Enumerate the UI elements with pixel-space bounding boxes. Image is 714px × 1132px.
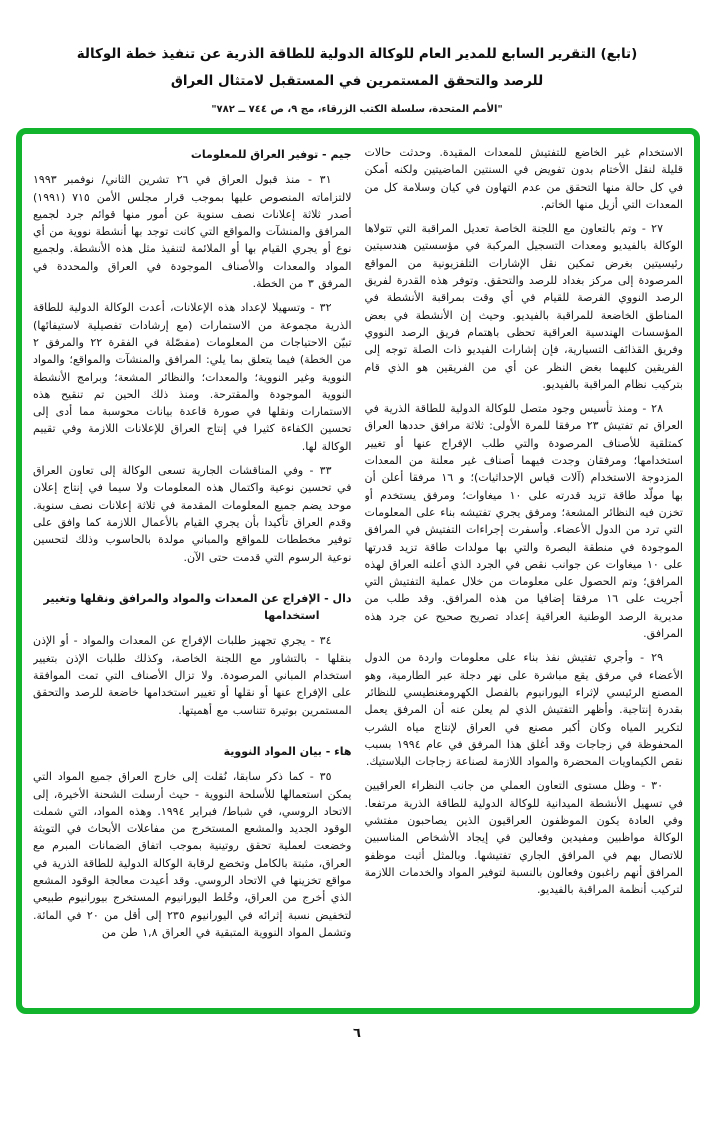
source-citation: "الأمم المتحدة، سلسلة الكتب الزرقاء، مج ٩، ص ٧٤٤ ــ ٧٨٢" xyxy=(211,104,503,115)
paragraph-32: ٣٢ - وتسهيلا لإعداد هذه الإعلانات، أعدت الوكالة الدولية للطاقة الذرية مجموعة من الاستمارات (مع إرشادات تفصيلية لاستيفائها) تبيّن الاحتياجات من المعلومات (مفصّلة في الفقرة ٢٢ والمرفق ٢ من الخطة) فيما يتعلق بما يلي: المرافق والمنشآت والمواقع؛ والمواد النووية وغير النووية؛ والمعدات؛ والنظائر المشعة؛ وبرامج الأنشطة النووية الموجودة والمقترحة. ومنذ ذلك الحين تم تنقيح هذه الاستمارات ونقلها في صورة قاعدة بيانات محوسبة مما أدى إلى تحسين الكفاءة كثيرا في إنتاج العراق للإعلانات اللازمة وفي تقييم الوكالة لها. xyxy=(33,301,352,453)
section-heading-dal: دال - الإفراج عن المعدات والمواد والمرافق ونقلها وتغيير استخدامها xyxy=(43,591,352,623)
column-left xyxy=(33,144,352,1000)
paragraph-35: ٣٥ - كما ذكر سابقا، نُقلت إلى خارج العراق جميع المواد التي يمكن استعمالها للأسلحة النووية - حيث أرسلت الشحنة الأخيرة، إلى الاتحاد الروسي، في شباط/ فبراير ١٩٩٤. وهذه المواد، التي شملت الوقود الجديد والمشعع المستخرج من مفاعلات الأبحاث في التويثة وخضعت لعملية تحقق روتينية بموجب اتفاق الضمانات المبرم مع العراق، مثبتة بالكامل وتخضع لرقابة الوكالة الدولية للطاقة الذرية في مواقع تخزينها في الاتحاد الروسي. وقد أعيدت معالجة الوقود المشعع الذي أخرج من العراق، وخُلط اليورانيوم المستخرج بيورانيوم طبيعي لتخفيض نسبة إثرائه في اليورانيوم ٢٣٥ إلى أقل من ٢٠ في المائة. وتشمل المواد النووية المتبقية في العراق ١,٨ طن من xyxy=(33,770,352,939)
paragraph-34: ٣٤ - يجري تجهيز طلبات الإفراج عن المعدات والمواد - أو الإذن بنقلها - بالتشاور مع اللجنة الخاصة، وكذلك طلبات الإذن بتغيير استخدام المباني المرصودة. ولا تزال الأصناف التي تمت الموافقة على الإفراج عنها أو نقلها أو تغيير استخدامها خاضعة للرصد والتحقق المستمرين بوتيرة تتناسب مع أهميتها. xyxy=(33,634,352,717)
document-header xyxy=(0,0,714,115)
content-border-box xyxy=(16,128,700,1014)
section-heading-ha: هاء - بيان المواد النووية xyxy=(223,744,352,758)
two-column-layout xyxy=(33,144,683,1000)
report-title-line2: للرصد والتحقق المستمرين في المستقبل لامتثال العراق xyxy=(170,73,544,89)
paragraph-33: ٣٣ - وفي المناقشات الجارية تسعى الوكالة إلى تعاون العراق في تحسين نوعية واكتمال هذه المعلومات ولا سيما في إنتاج إعلان موحد يضم جميع المعلومات المقدمة في ثلاثة إعلانات نصف سنوية. وقدم العراق تأكيدا بأن يجري القيام بالأعمال اللازمة كما وافق على توفير مخططات للمواقع والمباني مولدة بالحاسوب وذلك لتحسين نوعية الرسوم التي قدمت حتى الآن. xyxy=(33,464,352,564)
paragraph-29: ٢٩ - وأجري تفتيش نفذ بناء على معلومات واردة من الدول الأعضاء في مرفق يقع مباشرة على نهر دجلة عبر الطارمية، وهو المصنع الرئيسي لإثراء اليورانيوم بالفصل الكهرومغنطيسي للنظائر بقدرة إنتاجية. وأظهر التفتيش الذي لم يعلن عنه أن المرفق يعمل لتكرير المياه وكان أكبر مصنع في العراق لإنتاج مياه الشرب المحفوظة في زجاجات وقد أغلق هذا المرفق في عام ١٩٩٤ بسبب نقص الكيماويات المحضرة والمواد اللازمة لصناعة زجاجات البلاستيك. xyxy=(364,651,683,769)
report-title-line1: (تابع) التقرير السابع للمدير العام للوكالة الدولية للطاقة الذرية عن تنفيذ خطة الوكالة xyxy=(76,46,638,62)
paragraph-27: ٢٧ - وتم بالتعاون مع اللجنة الخاصة تعديل المراقبة التي تتولاها الوكالة بالفيديو ومعدات التسجيل المركبة في مؤسستين هندسيتين رئيسيتين بغرض تمكين نقل الإشارات التلفزيونية من المواقع المرصودة إلى مركز بغداد للرصد والتحقق. وتوفر هذه القدرة لفريق الرصد النووي الفرصة للقيام في أي وقت بمراقبة الأنشطة في المناطق الخاضعة للمراقبة بالفيديو. وحيث إن الأنشطة في بعض المؤسسات الهندسية العراقية تحظى باهتمام فريق الرصد النووي وفريق القذائف التسيارية، فإن إشارات الفيديو ذات الصلة توجه إلى الفريقين كليهما بغض النظر عن أي من الفريقين هو الذي قام بتركيب نظام المراقبة بالفيديو. xyxy=(364,222,683,391)
paragraph-30: ٣٠ - وظل مستوى التعاون العملي من جانب النظراء العراقيين في تسهيل الأنشطة الميدانية للوكالة الدولية للطاقة الذرية مرتفعا. وفي العادة يكون الموظفون العراقيون الذين يصاحبون مفتشي الوكالة مواظبين ومفيدين وفعالين في إيجاد الأشخاص المناسبين للاتصال بهم في المرافق الجاري تفتيشها. وبالمثل أثبت موظفو المرافق أنهم راغبون وفعالون بالنسبة لتوفير المواد والخدمات اللازمة لتركيب أنظمة المراقبة بالفيديو. xyxy=(364,779,683,897)
column-right xyxy=(365,144,684,1000)
section-heading-jeem: جيم - توفير العراق للمعلومات xyxy=(190,148,352,161)
paragraph-continuation: الاستخدام غير الخاضع للتفتيش للمعدات المقيدة. وحدثت حالات قليلة لنقل الأختام بدون تفويض في السنتين الماضيتين ولكنه أمكن في كل حالة منها التحقق من عدم التهاون في كيان وسلامة كل من المعدات التي أزيل منها الخاتم. xyxy=(364,146,683,211)
page-number: ٦ xyxy=(353,1026,361,1041)
paragraph-31: ٣١ - منذ قبول العراق في ٢٦ تشرين الثاني/ نوفمبر ١٩٩٣ لالتزاماته المنصوص عليها بموجب قرار مجلس الأمن ٧١٥ (١٩٩١) أصدر ثلاثة إعلانات نصف سنوية عن أمور منها قوائم جرد لجميع المرافق والمنشآت والمواقع التي كانت توجد بها أنشطة نووية من أي نوع أو يجري القيام بها أو الملائمة لتنفيذ مثل هذه الأنشطة. ولجميع المواد والمعدات والأصناف الموجودة في العراق والمحددة في المرفق ٣ من الخطة. xyxy=(33,173,352,291)
paragraph-28: ٢٨ - ومنذ تأسيس وجود متصل للوكالة الدولية للطاقة الذرية في العراق تم تفتيش ٢٣ مرفقا للمرة الأولى: ثلاثة مرافق حددها العراق كمتلقية للأصناف المرصودة والتي طلب الإفراج عنها أو تغيير استخدامها؛ ومرفقان وجدت فيهما أصناف غير معلنة من المعدات المزدوجة الاستخدام (آلات قياس الإحداثيات)؛ و ١٦ مرفقا أعلن أن بها مولّد طاقة تزيد قدرته على ١٠ ميغاوات؛ ومرفق يستخدم أو تخزن فيه النظائر المشعة؛ ومرفق يجري تفتيشه بناء على المعلومات التي ترد من الدول الأعضاء. وأسفرت إجراءات التفتيش في المرافق الموجودة في منطقة البصرة والتي بها مولدات طاقة تزيد قدرتها على ١٠ ميغاوات عن جوانب نقص في الجرد الذي أعلنه العراق لهذه المرافق؛ وتم الحصول على معلومات من خلال عملية التفتيش التي أجريت على ١٦ مرفقا إضافيا من هذه المرافق. وقد طلب من مديرية الرصد الوطنية العراقية إعداد تصريح صحيح عن جرد هذه المرافق. xyxy=(364,402,683,641)
